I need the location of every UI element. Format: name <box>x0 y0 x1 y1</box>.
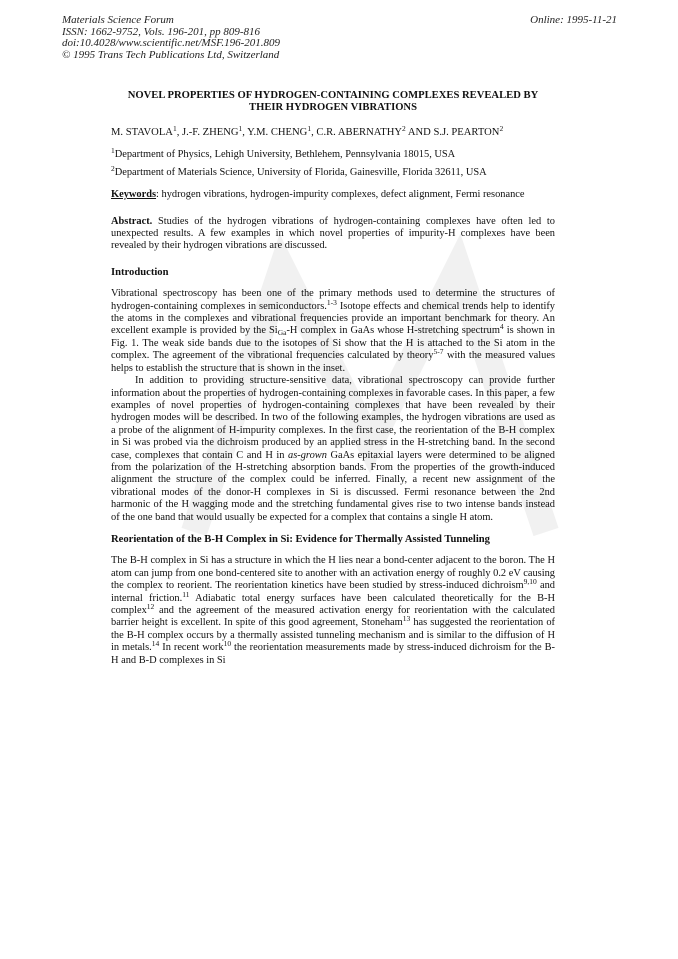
affiliation-2-text: Department of Materials Science, University of Florida, Gainesville, Florida 32611, USA <box>114 166 487 178</box>
abstract-label: Abstract. <box>111 215 153 227</box>
ref-4: 4 <box>499 322 504 332</box>
ref-13: 13 <box>402 614 411 624</box>
author-list <box>111 124 555 139</box>
abstract <box>111 216 555 253</box>
subscript-ga: Ga <box>277 328 287 338</box>
issn-line: ISSN: 1662-9752, Vols. 196-201, pp 809-816 <box>62 25 260 38</box>
ref-9-10: 9,10 <box>523 577 537 587</box>
author-3-affil: 1 <box>307 124 312 133</box>
author-4: , C.R. ABERNATHY <box>311 127 403 138</box>
intro-p2-text-2: GaAs epitaxial layers were determined to be aligned from the polarization of the H-stretching absorption bands. From the properties of the growth-induced alignment the structure of the complex could be inferred. Finally, a recent new assignment of the vibrational modes of the donor-H complexes in Si is discussed. Fermi resonance between the 2nd harmonic of the H wagging mode and the stretching fundamental gives rise to two intense bands instead of the one band that would usually be expected for a complex that contains a single H atom. <box>111 449 555 523</box>
author-2-affil: 1 <box>238 124 243 133</box>
intro-p1-text-3: -H complex in GaAs whose H-stretching spectrum <box>286 325 500 337</box>
author-5-affil: 2 <box>499 124 504 133</box>
intro-p1-text-5: with the measured values helps to establish the structure that is shown in the inset. <box>111 350 555 374</box>
affiliation-1-text: Department of Physics, Lehigh University, Bethlehem, Pennsylvania 18015, USA <box>114 149 456 161</box>
paper-body <box>111 90 555 667</box>
ref-11: 11 <box>182 589 190 599</box>
ref-5-7: 5-7 <box>433 347 444 357</box>
author-4-affil: 2 <box>402 124 406 133</box>
online-date: Online: 1995-11-21 <box>530 14 617 26</box>
introduction-heading: Introduction <box>111 266 169 278</box>
intro-p1-text-2: Isotope effects and chemical trends help to identify the atoms in the complexes and vibrational frequencies provide an important benchmark for theory. An excellent example is provided by the Si <box>111 300 556 337</box>
intro-p1-text-4: is shown in Fig. 1. The weak side bands due to the isotopes of Si show that the H is attached to the Si atom in the complex. The agreement of the vibrational frequencies calculated by theory <box>111 325 555 362</box>
ref-12: 12 <box>146 602 155 611</box>
author-1-affil: 1 <box>172 124 177 133</box>
journal-name: Materials Science Forum <box>62 14 174 26</box>
as-grown-italic: as-grown <box>288 449 327 461</box>
abstract-text: Studies of the hydrogen vibrations of hydrogen-containing complexes have often led to unexpected results. A few examples in which novel properties of impurity-H complexes have been revealed by their hydrogen vibrations are discussed. <box>111 215 555 252</box>
author-5: AND S.J. PEARTON <box>405 127 500 138</box>
journal-header <box>62 15 617 61</box>
keywords <box>111 189 555 201</box>
title-line-1: NOVEL PROPERTIES OF HYDROGEN-CONTAINING COMPLEXES REVEALED BY <box>127 90 539 101</box>
author-3: , Y.M. CHENG <box>242 127 308 138</box>
sec2-p1-text-4: and the agreement of the measured activation energy for reorientation with the calculated barrier height is excellent. In spite of this good agreement, Stoneham <box>111 605 555 629</box>
title-line-2: THEIR HYDROGEN VIBRATIONS <box>249 102 417 113</box>
section-2-paragraph-1 <box>111 555 555 667</box>
keywords-label: Keywords <box>111 189 157 201</box>
author-2: , J.-F. ZHENG <box>176 127 239 138</box>
affiliation-1-number: 1 <box>111 146 115 156</box>
sec2-p1-text-5: has suggested the reorientation of the B-H complex occurs by a thermally assisted tunneling mechanism and is similar to the diffusion of H in metals. <box>111 617 555 654</box>
intro-p1-text-1: Vibrational spectroscopy has been one of the primary methods used to determine the structures of hydrogen-containing complexes in semiconductors. <box>111 288 555 312</box>
sec2-p1-text-2: and internal friction. <box>111 580 555 604</box>
copyright-line: © 1995 Trans Tech Publications Ltd, Switzerland <box>62 48 280 61</box>
ref-14: 14 <box>151 639 160 649</box>
introduction-paragraph-2 <box>111 375 555 524</box>
sec2-p1-text-1: The B-H complex in Si has a structure in which the H lies near a bond-center adjacent to the boron. The H atom can jump from one bond-centered site to another with an activation energy of roughly 0.2 eV causing the complex to reorient. The reorientation kinetics have been studied by stress-induced dichroism <box>111 555 555 592</box>
section-2-heading: Reorientation of the B-H Complex in Si: Evidence for Thermally Assisted Tunneling <box>111 533 490 545</box>
sec2-p1-text-7: the reorientation measurements made by stress-induced dichroism for the B-H and B-D complexes in Si <box>111 642 555 666</box>
intro-p2-text-1: In addition to providing structure-sensitive data, vibrational spectroscopy can provide further information about the properties of hydrogen-containing complexes in favorable cases. In this paper, a few examples of novel properties of hydrogen-containing complexes that have been revealed by their hydrogen modes will be described. In two of the following examples, the hydrogen vibrations are used as a probe of the alignment of H-impurity complexes. In the first case, the reorientation of the B-H complex in Si was probed via the dichroism produced by an applied stress in the H-stretching band. In the second case, complexes that contain C and H in <box>111 375 555 461</box>
sec2-p1-text-6: In recent work <box>159 642 224 654</box>
affiliation-2 <box>111 163 555 179</box>
affiliation-1 <box>111 146 555 161</box>
affiliation-2-number: 2 <box>111 163 115 173</box>
author-1: M. STAVOLA <box>111 127 173 138</box>
sec2-p1-text-3: Adiabatic total energy surfaces have been calculated theoretically for the B-H complex <box>111 592 556 616</box>
doi-link[interactable]: doi:10.4028/www.scientific.net/MSF.196-201.809 <box>62 37 281 49</box>
paper-title <box>111 90 555 114</box>
ref-1-3: 1-3 <box>326 297 337 307</box>
introduction-paragraph-1 <box>111 288 555 375</box>
ref-10: 10 <box>223 639 232 649</box>
keywords-text: : hydrogen vibrations, hydrogen-impurity complexes, defect alignment, Fermi resonance <box>156 189 525 201</box>
